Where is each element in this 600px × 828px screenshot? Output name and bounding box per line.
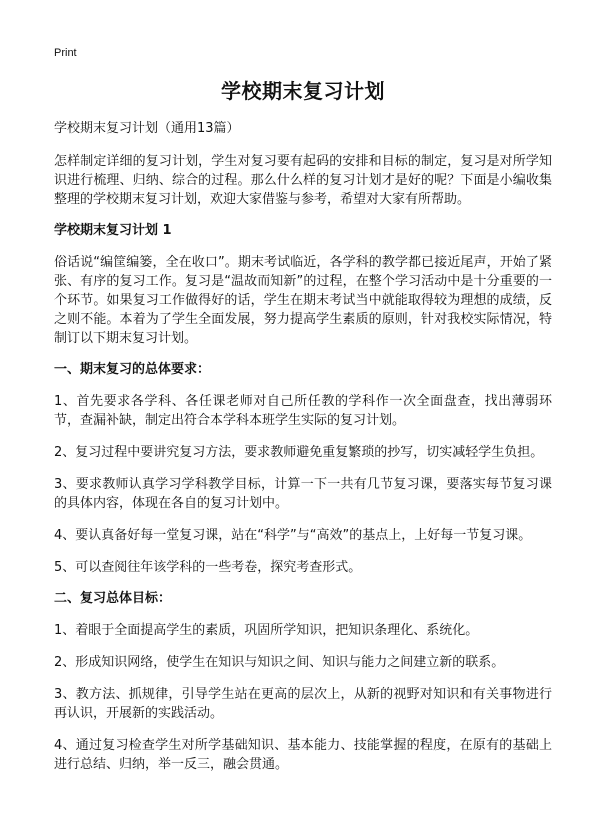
document-subtitle: 学校期末复习计划（通用13篇）	[54, 121, 240, 136]
section-1-item: 3、要求教师认真学习学科教学目标，计算一下一共有几节复习课，要落实每节复习课的具体内容，体现在各自的复习计划中。	[54, 477, 552, 511]
section-2-item: 2、形成知识网络，使学生在知识与知识之间、知识与能力之间建立新的联系。	[54, 655, 505, 670]
section-2-item: 3、教方法、抓规律，引导学生站在更高的层次上，从新的视野对知识和有关事物进行再认识，开展新的实践活动。	[54, 687, 552, 721]
intro-paragraph: 怎样制定详细的复习计划，学生对复习要有起码的安排和目标的制定，复习是对所学知识进行梳理、归纳、综合的过程。那么什么样的复习计划才是好的呢？下面是小编收集整理的学校期末复习计划，欢迎大家借鉴与参考，希望对大家有所帮助。	[54, 154, 552, 207]
plan-1-heading: 学校期末复习计划 1	[54, 223, 172, 238]
section-2-item: 4、通过复习检查学生对所学基础知识、基本能力、技能掌握的程度，在原有的基础上进行总结、归纳，举一反三，融会贯通。	[54, 738, 552, 772]
section-1-item: 5、可以查阅往年该学科的一些考卷，探究考查形式。	[54, 560, 362, 575]
plan-1-intro-paragraph: 俗话说“编筐编篓，全在收口”。期末考试临近，各学科的教学都已接近尾声，开始了紧张、有序的复习工作。复习是“温故而知新”的过程，在整个学习活动中是十分重要的一个环节。如果复习工作做得好的话，学生在期末考试当中就能取得较为理想的成绩，反之则不能。本着为了学生全面发展，努力提高学生素质的原则，针对我校实际情况，特制订以下期末复习计划。	[54, 255, 552, 346]
section-1-item: 1、首先要求各学科、各任课老师对自己所任教的学科作一次全面盘查，找出薄弱环节，查漏补缺，制定出符合本学科本班学生实际的复习计划。	[54, 394, 552, 428]
print-link[interactable]: Print	[54, 47, 77, 59]
document-title: 学校期末复习计划	[221, 79, 385, 103]
section-2-item: 1、着眼于全面提高学生的素质，巩固所学知识，把知识条理化、系统化。	[54, 623, 479, 638]
section-1-item: 2、复习过程中要讲究复习方法，要求教师避免重复繁琐的抄写，切实减轻学生负担。	[54, 445, 544, 460]
section-2-heading: 二、复习总体目标：	[54, 591, 172, 606]
section-1-item: 4、要认真备好每一堂复习课，站在“科学”与“高效”的基点上，上好每一节复习课。	[54, 528, 532, 543]
section-1-heading: 一、期末复习的总体要求：	[54, 362, 211, 377]
